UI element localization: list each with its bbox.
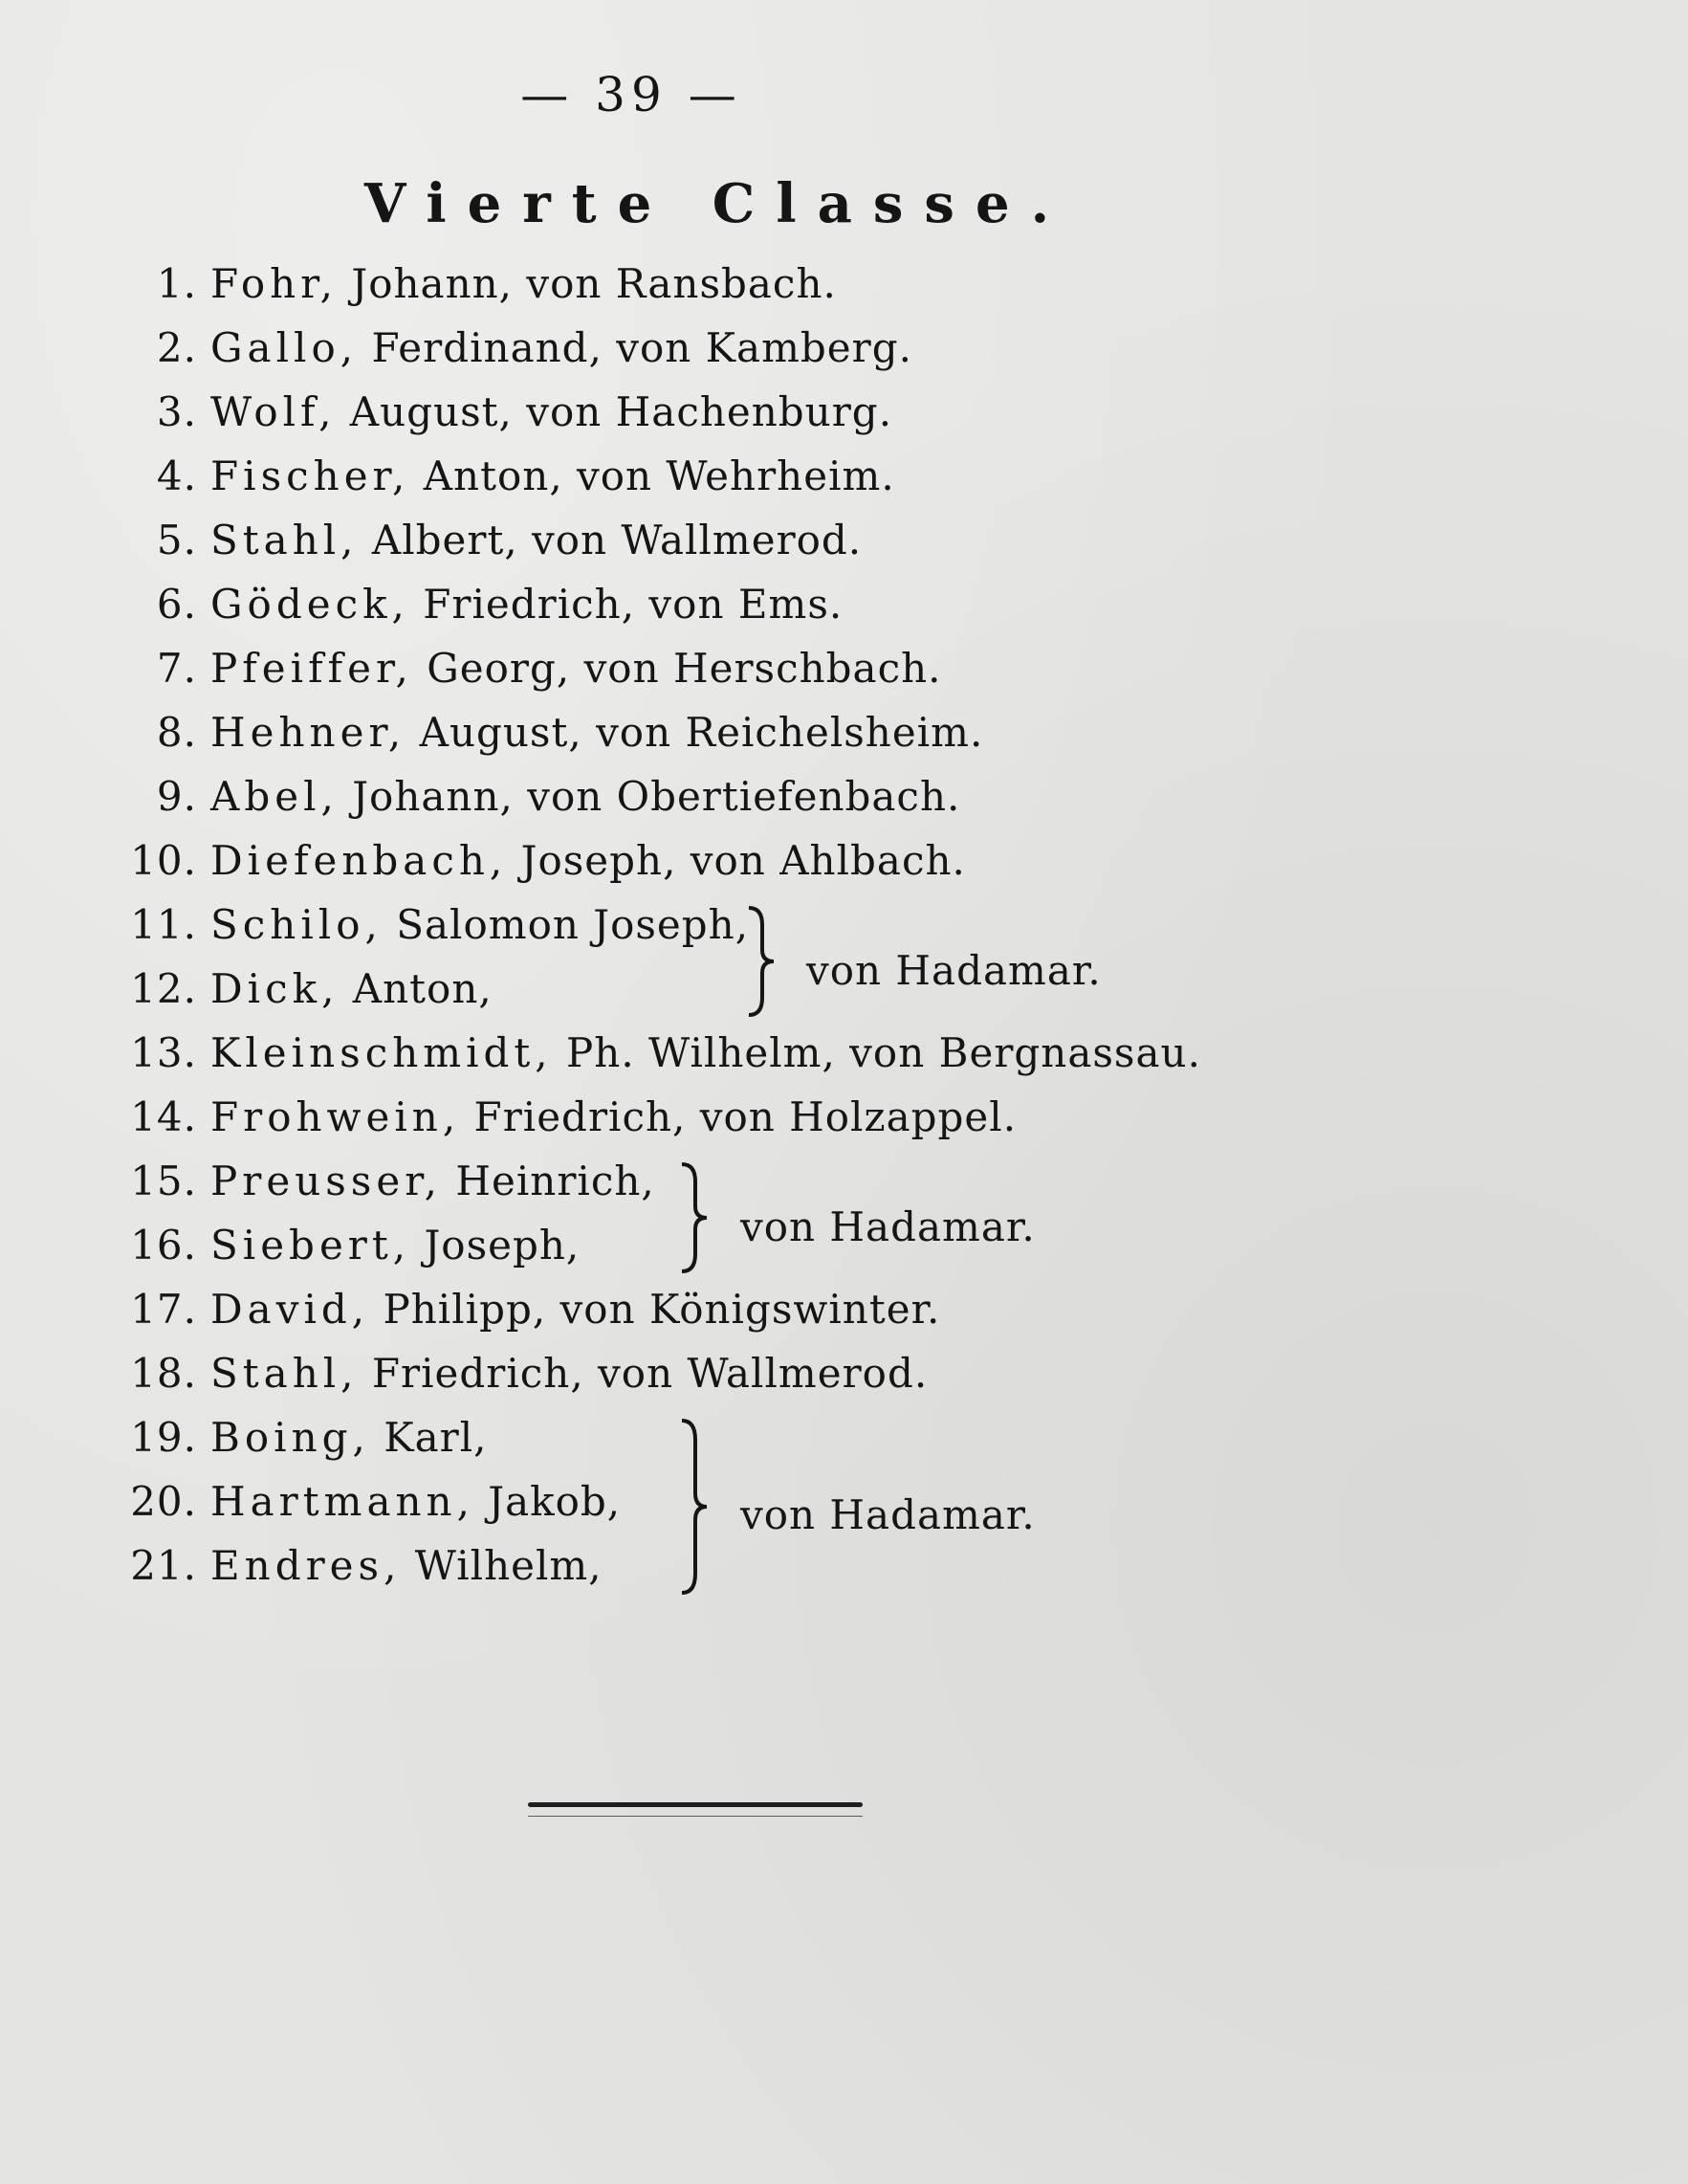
list-item: 21. Endres, Wilhelm,: [130, 1542, 603, 1589]
list-item: 7. Pfeiffer, Georg, von Herschbach.: [156, 645, 942, 692]
list-item: 12. Dick, Anton,: [130, 965, 493, 1012]
closing-rule: [528, 1802, 863, 1807]
list-item: 9. Abel, Johann, von Obertiefenbach.: [156, 773, 961, 820]
curly-brace-icon: [674, 1417, 712, 1597]
list-item: 3. Wolf, August, von Hachenburg.: [156, 388, 893, 435]
list-item: 14. Frohwein, Friedrich, von Holzappel.: [130, 1093, 1018, 1140]
list-item: 13. Kleinschmidt, Ph. Wilhelm, von Bergnassau.: [130, 1029, 1201, 1076]
list-item: 4. Fischer, Anton, von Wehrheim.: [156, 452, 895, 499]
list-item: 20. Hartmann, Jakob,: [130, 1478, 622, 1525]
list-item: 15. Preusser, Heinrich,: [130, 1158, 655, 1204]
closing-rule-thin: [528, 1816, 863, 1817]
curly-brace-icon: [674, 1160, 712, 1275]
list-item: 8. Hehner, August, von Reichelsheim.: [156, 709, 984, 756]
list-item: 16. Siebert, Joseph,: [130, 1222, 581, 1268]
list-item: 18. Stahl, Friedrich, von Wallmerod.: [130, 1350, 929, 1397]
section-heading: Vierte Classe.: [363, 172, 1071, 235]
list-item: 2. Gallo, Ferdinand, von Kamberg.: [156, 324, 912, 371]
group-place-label: von Hadamar.: [806, 947, 1102, 994]
list-item: 5. Stahl, Albert, von Wallmerod.: [156, 517, 863, 563]
list-item: 6. Gödeck, Friedrich, von Ems.: [156, 581, 844, 628]
page-number: — 39 —: [520, 67, 742, 122]
group-place-label: von Hadamar.: [740, 1491, 1036, 1538]
group-place-label: von Hadamar.: [740, 1203, 1036, 1250]
list-item: 10. Diefenbach, Joseph, von Ahlbach.: [130, 837, 966, 884]
list-item: 17. David, Philipp, von Königswinter.: [130, 1286, 941, 1333]
list-item: 1. Fohr, Johann, von Ransbach.: [156, 260, 837, 307]
list-item: 11. Schilo, Salomon Joseph,: [130, 901, 750, 948]
list-item: 19. Boing, Karl,: [130, 1414, 488, 1461]
curly-brace-icon: [741, 904, 779, 1019]
